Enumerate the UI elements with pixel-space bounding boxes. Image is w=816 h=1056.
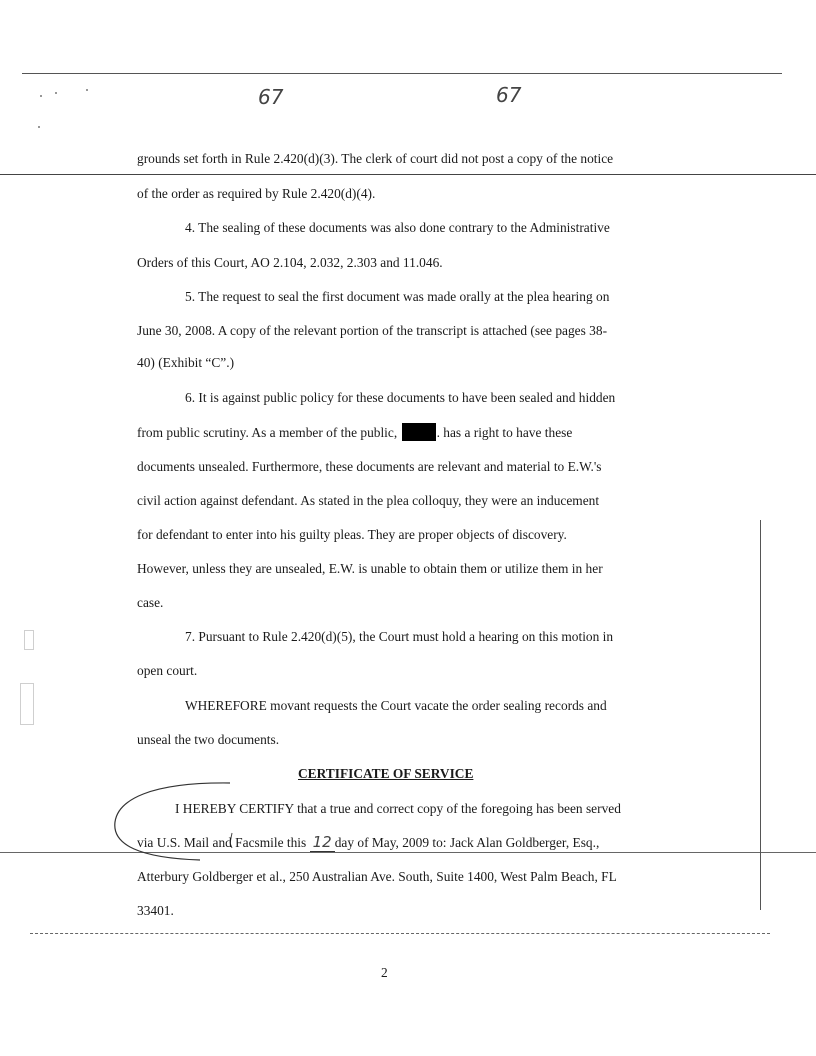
bottom-dashed-rule — [30, 933, 770, 934]
text-line: 6. It is against public policy for these documents to have been sealed and hidden — [185, 390, 616, 405]
scan-speck — [38, 126, 40, 128]
text-line: Orders of this Court, AO 2.104, 2.032, 2.303 and 11.046. — [137, 255, 443, 270]
text-segment: day of May, 2009 to: Jack Alan Goldberger, Esq., — [334, 835, 600, 850]
text-line: 7. Pursuant to Rule 2.420(d)(5), the Court must hold a hearing on this motion in — [185, 629, 614, 644]
scan-speck — [55, 92, 57, 94]
text-line: documents unsealed. Furthermore, these documents are relevant and material to E.W.'s — [137, 459, 602, 474]
scan-speck — [40, 95, 42, 97]
text-segment: . has a right to have these — [436, 425, 573, 440]
hole-punch-mark — [20, 683, 34, 725]
text-segment: from public scrutiny. As a member of the public, — [137, 425, 398, 440]
text-line: 4. The sealing of these documents was also done contrary to the Administrative — [185, 220, 610, 235]
text-line: for defendant to enter into his guilty pleas. They are proper objects of discovery. — [137, 527, 567, 542]
text-line: civil action against defendant. As stated in the plea colloquy, they were an inducement — [137, 493, 600, 508]
top-scan-rule — [22, 73, 782, 74]
text-line: case. — [137, 595, 164, 610]
text-line: grounds set forth in Rule 2.420(d)(3). The clerk of court did not post a copy of the notice — [137, 151, 614, 166]
certificate-line: I HEREBY CERTIFY that a true and correct copy of the foregoing has been served — [175, 801, 621, 816]
right-edge-mark — [760, 520, 761, 910]
text-line: WHEREFORE movant requests the Court vacate the order sealing records and — [185, 698, 607, 713]
certificate-line: Atterbury Goldberger et al., 250 Australian Ave. South, Suite 1400, West Palm Beach, FL — [137, 869, 617, 884]
text-line-redacted — [137, 423, 572, 441]
redaction-box — [402, 423, 436, 441]
page-number: 2 — [381, 965, 388, 980]
certificate-line: 33401. — [137, 903, 174, 918]
text-line: of the order as required by Rule 2.420(d)(4). — [137, 186, 376, 201]
header-scan-rule — [0, 174, 816, 175]
handwritten-day: 12 — [310, 833, 335, 852]
scan-speck — [86, 89, 88, 91]
text-line: June 30, 2008. A copy of the relevant portion of the transcript is attached (see pages 38- — [137, 323, 608, 338]
text-line: 40) (Exhibit “C”.) — [137, 355, 235, 370]
handwritten-mark-right: 67 — [496, 83, 522, 107]
hole-punch-mark — [24, 630, 34, 650]
text-segment: via U.S. Mail and Facsmile this — [137, 835, 307, 850]
certificate-line — [137, 834, 599, 851]
footer-scan-rule — [0, 852, 816, 853]
text-line: 5. The request to seal the first document was made orally at the plea hearing on — [185, 289, 610, 304]
handwritten-mark-left: 67 — [258, 85, 284, 109]
text-line: unseal the two documents. — [137, 732, 280, 747]
certificate-heading: CERTIFICATE OF SERVICE — [298, 766, 474, 781]
text-line: open court. — [137, 663, 198, 678]
text-line: However, unless they are unsealed, E.W. is unable to obtain them or utilize them in her — [137, 561, 603, 576]
